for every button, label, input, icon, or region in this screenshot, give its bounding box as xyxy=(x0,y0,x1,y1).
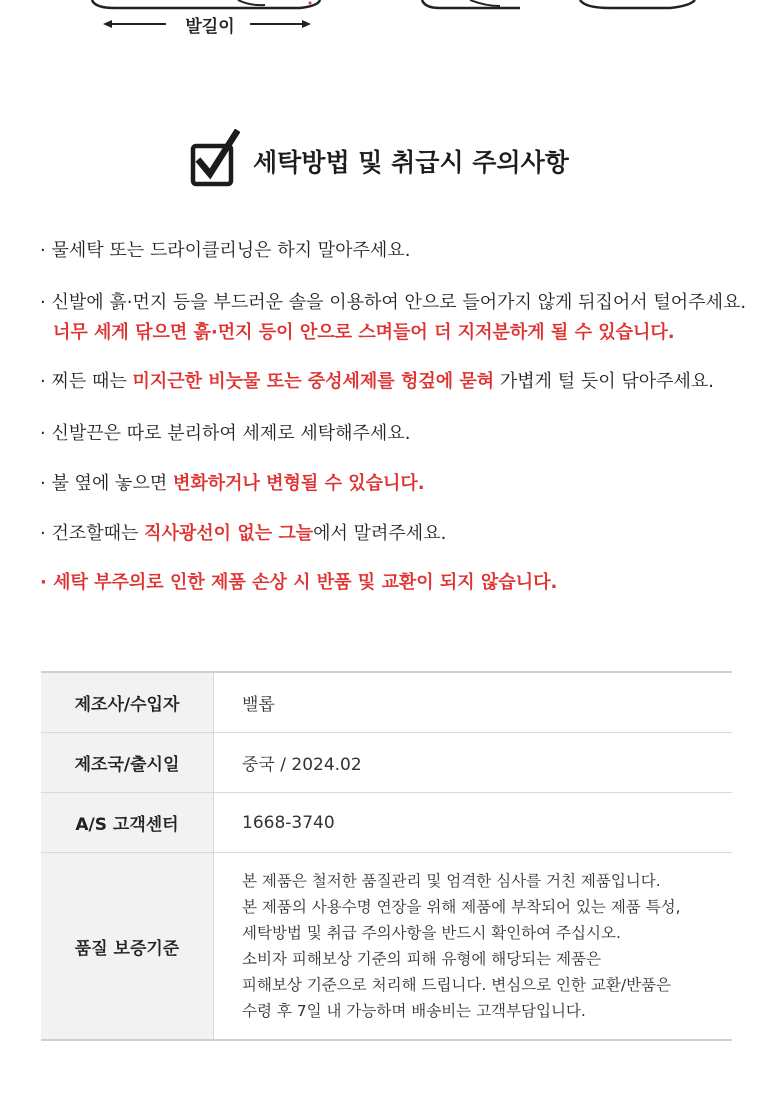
origin-value: 중국 / 2024.02 xyxy=(214,733,733,793)
care-warning-text: 너무 세게 닦으면 흙·먼지 등이 안으로 스며들어 더 지저분하게 될 수 있습니다. xyxy=(53,322,675,343)
care-item-brush xyxy=(40,288,746,348)
as-center-value: 1668-3740 xyxy=(214,793,733,853)
care-text: · 물세탁 또는 드라이클리닝은 하지 말아주세요. xyxy=(40,240,411,261)
foot-length-label: 발길이 xyxy=(185,17,235,37)
care-section-heading xyxy=(0,125,780,195)
care-text: · 찌든 때는 xyxy=(40,371,133,392)
heading-title: 세탁방법 및 취급시 주의사항 xyxy=(253,148,569,177)
table-row xyxy=(41,853,732,1041)
care-item-stains xyxy=(40,367,714,397)
care-warning-text: · 세탁 부주의로 인한 제품 손상 시 반품 및 교환이 되지 않습니다. xyxy=(40,572,558,593)
care-item-fire xyxy=(40,469,425,499)
care-item-laces xyxy=(40,419,410,449)
manufacturer-label: 제조사/수입자 xyxy=(41,672,214,733)
quality-value xyxy=(214,853,733,1041)
care-text: 가볍게 털 듯이 닦아주세요. xyxy=(494,371,715,392)
care-text: · 불 옆에 놓으면 xyxy=(40,473,173,494)
origin-label: 제조국/출시일 xyxy=(41,733,214,793)
product-info-table xyxy=(41,671,732,1041)
table-row xyxy=(41,793,732,853)
checkbox-checked-icon xyxy=(190,129,240,187)
care-item-no-wash xyxy=(40,236,410,266)
care-highlight-text: 변화하거나 변형될 수 있습니다. xyxy=(172,473,425,494)
care-highlight-text: 미지근한 비눗물 또는 중성세제를 헝겊에 묻혀 xyxy=(132,371,495,392)
care-text: · 신발에 흙·먼지 등을 부드러운 솔을 이용하여 안으로 들어가지 않게 뒤집어서 털어주세요. xyxy=(40,292,747,313)
shoe-outline-graphic xyxy=(0,0,780,50)
care-text: · 건조할때는 xyxy=(40,523,145,544)
quality-line: 본 제품의 사용수명 연장을 위해 제품에 부착되어 있는 제품 특성, xyxy=(242,898,681,916)
quality-line: 세탁방법 및 취급 주의사항을 반드시 확인하여 주십시오. xyxy=(242,924,621,942)
quality-line: 수령 후 7일 내 가능하며 배송비는 고객부담입니다. xyxy=(242,1002,586,1020)
care-item-no-refund xyxy=(40,568,557,598)
shoe-size-illustration xyxy=(0,0,780,50)
quality-label: 품질 보증기준 xyxy=(41,853,214,1041)
quality-line: 본 제품은 철저한 품질관리 및 엄격한 심사를 거친 제품입니다. xyxy=(242,872,661,890)
care-text: 에서 말려주세요. xyxy=(313,523,447,544)
quality-line: 피해보상 기준으로 처리해 드립니다. 변심으로 인한 교환/반품은 xyxy=(242,976,672,994)
as-center-label: A/S 고객센터 xyxy=(41,793,214,853)
table-row xyxy=(41,672,732,733)
quality-text-block xyxy=(242,868,732,1024)
care-highlight-text: 직사광선이 없는 그늘 xyxy=(144,523,314,544)
care-text: · 신발끈은 따로 분리하여 세제로 세탁해주세요. xyxy=(40,423,411,444)
manufacturer-value: 밸롭 xyxy=(214,672,733,733)
table-row xyxy=(41,733,732,793)
quality-line: 소비자 피해보상 기준의 피해 유형에 해당되는 제품은 xyxy=(242,950,601,968)
care-item-drying xyxy=(40,519,446,549)
